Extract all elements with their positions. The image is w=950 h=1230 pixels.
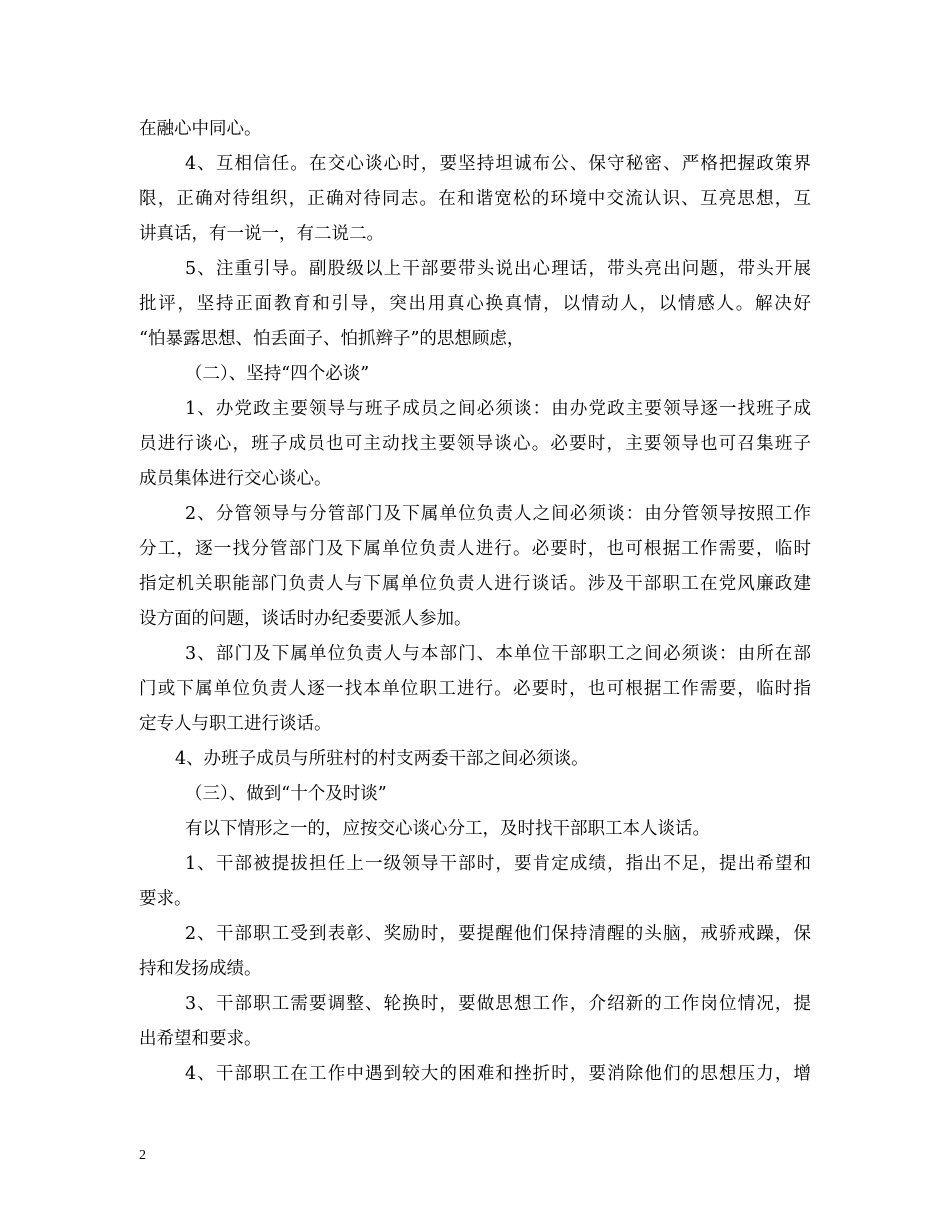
page-number: 2 (139, 1148, 146, 1163)
text-line: 1、办党政主要领导与班子成员之间必须谈：由办党政主要领导逐一找班子成 (185, 399, 811, 419)
text-line: 指定机关职能部门负责人与下属单位负责人进行谈话。涉及干部职工在党风廉政建 (139, 574, 811, 594)
text-line: 2、分管领导与分管部门及下属单位负责人之间必须谈：由分管领导按照工作 (185, 504, 811, 524)
text-line: 员进行谈心，班子成员也可主动找主要领导谈心。必要时，主要领导也可召集班子 (139, 434, 811, 454)
text-line: 定专人与职工进行谈话。 (139, 714, 332, 734)
text-line: 有以下情形之一的，应按交心谈心分工，及时找干部职工本人谈话。 (185, 819, 710, 839)
section-heading: （二）、坚持“四个必谈” (185, 364, 370, 384)
text-line: 4、干部职工在工作中遇到较大的困难和挫折时，要消除他们的思想压力，增 (185, 1064, 811, 1084)
text-line: 3、部门及下属单位负责人与本部门、本单位干部职工之间必须谈：由所在部 (185, 644, 811, 664)
text-line: 门或下属单位负责人逐一找本单位职工进行。必要时，也可根据工作需要，临时指 (139, 679, 811, 699)
text-line: 4、互相信任。在交心谈心时，要坚持坦诚布公、保守秘密、严格把握政策界 (185, 154, 811, 174)
text-line: “怕暴露思想、怕丢面子、怕抓辫子”的思想顾虑， (139, 329, 525, 349)
text-line: 成员集体进行交心谈心。 (139, 469, 332, 489)
text-line: 4、办班子成员与所驻村的村支两委干部之间必须谈。 (175, 749, 589, 769)
text-line: 2、干部职工受到表彰、奖励时，要提醒他们保持清醒的头脑，戒骄戒躁，保 (185, 924, 811, 944)
text-line: 5、注重引导。副股级以上干部要带头说出心理话，带头亮出问题，带头开展 (185, 259, 811, 279)
text-line: 分工，逐一找分管部门及下属单位负责人进行。必要时，也可根据工作需要，临时 (139, 539, 811, 559)
text-line: 批评，坚持正面教育和引导，突出用真心换真情，以情动人，以情感人。解决好 (139, 294, 811, 314)
text-line: 讲真话，有一说一，有二说二。 (139, 224, 384, 244)
text-line: 持和发扬成绩。 (139, 959, 262, 979)
text-line: 限，正确对待组织，正确对待同志。在和谐宽松的环境中交流认识、互亮思想，互 (139, 189, 811, 209)
text-line: 要求。 (139, 889, 192, 909)
text-line: 在融心中同心。 (139, 119, 262, 139)
text-line: 1、干部被提拔担任上一级领导干部时，要肯定成绩，指出不足，提出希望和 (185, 854, 811, 874)
text-line: 设方面的问题，谈话时办纪委要派人参加。 (139, 609, 472, 629)
text-line: 3、干部职工需要调整、轮换时，要做思想工作，介绍新的工作岗位情况，提 (185, 994, 811, 1014)
text-line: 出希望和要求。 (139, 1029, 262, 1049)
section-heading: （三）、做到“十个及时谈” (185, 784, 387, 804)
